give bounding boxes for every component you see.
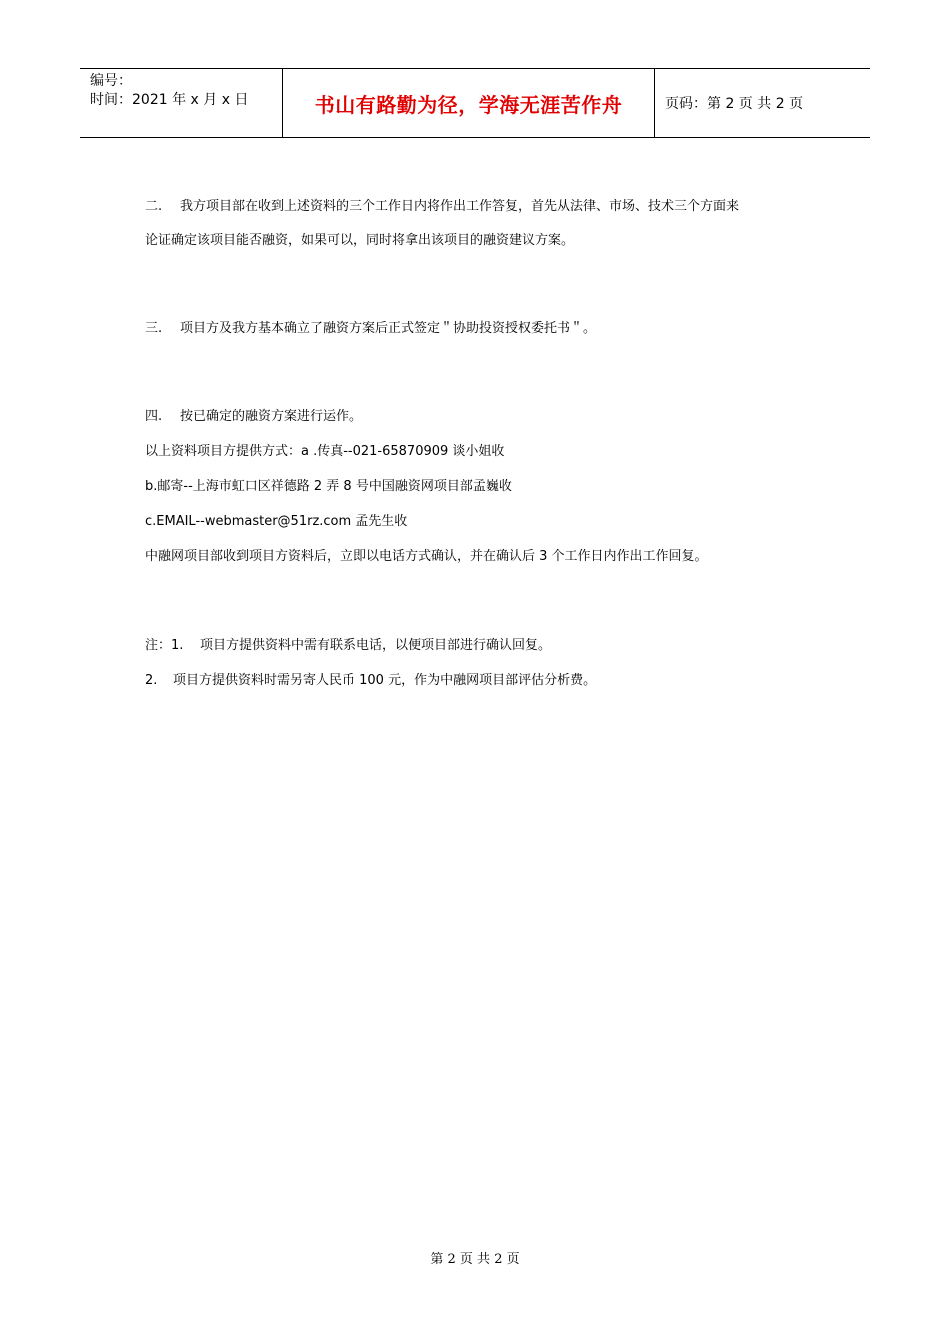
provide-method-email: c.EMAIL--webmaster@51rz.com 孟先生收 <box>145 514 408 529</box>
provide-method-fax: 以上资料项目方提供方式：a .传真--021-65870909 谈小姐收 <box>145 444 505 459</box>
item-4 <box>145 408 362 426</box>
provide-method-mail: b.邮寄--上海市虹口区祥德路 2 弄 8 号中国融资网项目部孟巍收 <box>145 479 512 494</box>
confirmation-note: 中融网项目部收到项目方资料后，立即以电话方式确认，并在确认后 3 个工作日内作出工作回复。 <box>145 549 708 564</box>
item-3-number: 三. <box>145 321 163 336</box>
item-3-text: 项目方及我方基本确立了融资方案后正式签定＂协助投资授权委托书＂。 <box>180 321 597 336</box>
item-4-text: 按已确定的融资方案进行运作。 <box>180 409 363 424</box>
header-motto: 书山有路勤为径，学海无涯苦作舟 <box>282 69 655 137</box>
note-2 <box>145 672 596 690</box>
header-table <box>80 68 870 138</box>
item-4-number: 四. <box>145 409 163 424</box>
item-2-number: 二. <box>145 199 163 214</box>
item-2-line-1 <box>145 198 739 216</box>
document-date: 时间：2021 年 x 月 x 日 <box>90 92 249 108</box>
note-2-text: 项目方提供资料时需另寄人民币 100 元，作为中融网项目部评估分析费。 <box>173 673 597 688</box>
header-page-info: 页码：第 2 页 共 2 页 <box>665 96 804 112</box>
item-3 <box>145 320 596 338</box>
note-2-number: 2. <box>145 673 158 688</box>
item-2-line-2: 论证确定该项目能否融资，如果可以，同时将拿出该项目的融资建议方案。 <box>145 233 575 248</box>
item-2-text: 我方项目部在收到上述资料的三个工作日内将作出工作答复，首先从法律、市场、技术三个方面来 <box>180 199 740 214</box>
note-1-text: 项目方提供资料中需有联系电话，以便项目部进行确认回复。 <box>199 638 551 653</box>
header-left-cell <box>80 69 282 137</box>
note-prefix: 注：1. <box>145 638 184 653</box>
page-footer: 第 2 页 共 2 页 <box>430 1252 520 1267</box>
note-1 <box>145 637 551 655</box>
document-number-label: 编号： <box>90 73 132 89</box>
